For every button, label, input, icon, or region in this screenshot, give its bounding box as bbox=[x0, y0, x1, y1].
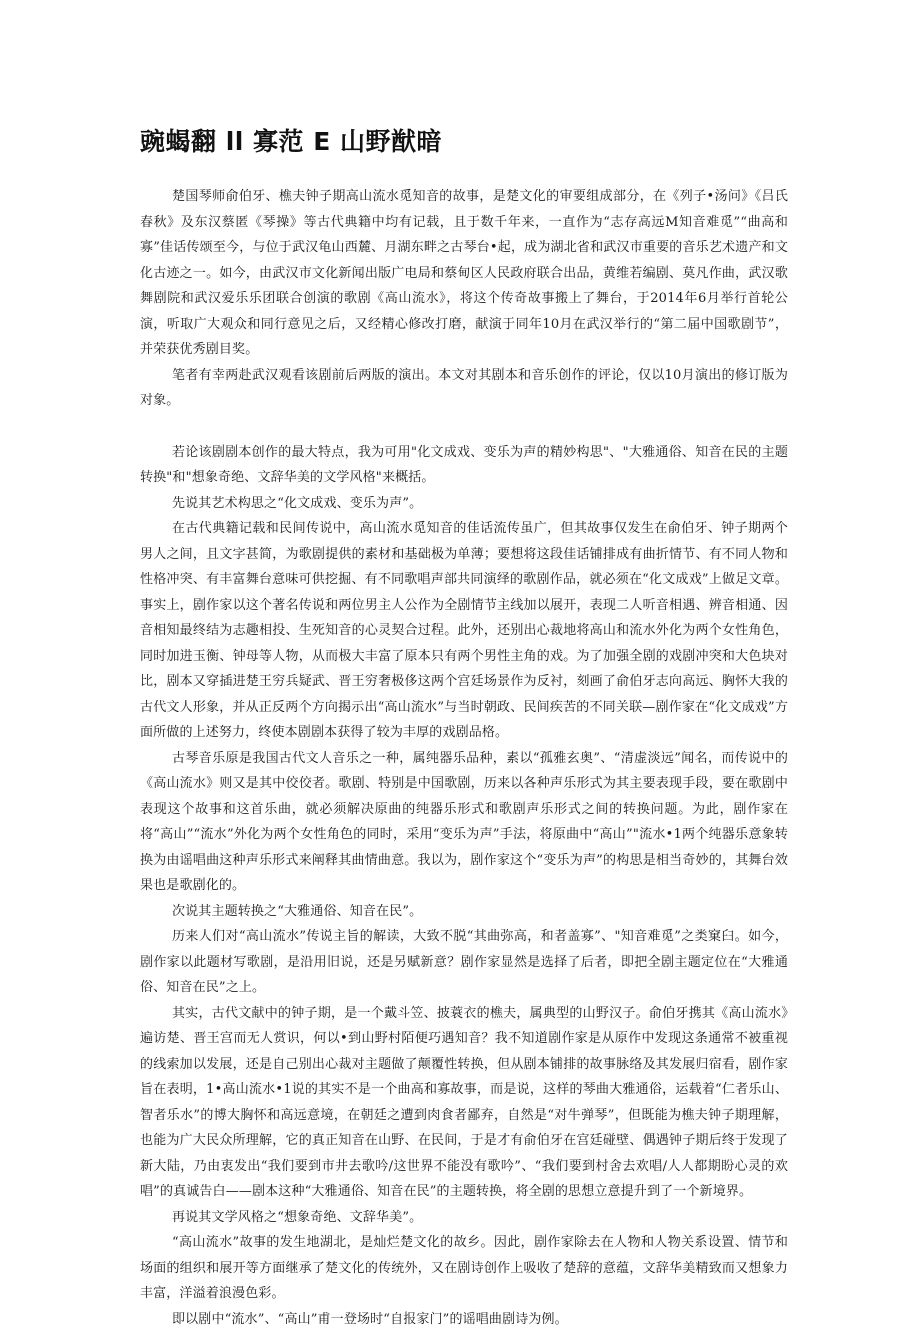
document-page bbox=[140, 122, 788, 1332]
paragraph-intro-2: 笔者有幸两赴武汉观看该剧前后两版的演出。本文对其剧本和音乐创作的评论，仅以10月演出的修订版为对象。 bbox=[140, 363, 788, 414]
paragraph-main-7: 其实，古代文献中的钟子期，是一个戴斗笠、披蓑衣的樵夫，属典型的山野汉子。俞伯牙携其《高山流水》遍访楚、晋王宫而无人赏识，何以•到山野村陌便巧遇知音？我不知道剧作家是从原作中发现这条通常不被重视的线索加以发展，还是自己别出心裁对主题做了颠覆性转换，但从剧本铺排的故事脉络及其发展归宿看，剧作家旨在表明，1•高山流水•1说的其实不是一个曲高和寡故事，而是说，这样的琴曲大雅通俗，运载着“仁者乐山、智者乐水”的博大胸怀和高远意境，在朝廷之遭到肉食者鄙弃，自然是“对牛弹琴”，但既能为樵夫钟子期理解，也能为广大民众所理解，它的真正知音在山野、在民间，于是才有俞伯牙在宫廷碰壁、偶遇钟子期后终于发现了新大陆，乃由衷发出“我们要到市井去歌吟/这世界不能没有歌吟”、“我们要到村舍去欢唱/人人都期盼心灵的欢唱”的真诚告白——剧本这种“大雅通俗、知音在民”的主题转换，将全剧的思想立意提升到了一个新境界。 bbox=[140, 1001, 788, 1205]
paragraph-main-1: 若论该剧剧本创作的最大特点，我为可用"化文成戏、变乐为声的精妙构思"、"大雅通俗、知音在民的主题转换"和"想象奇绝、文辞华美的文学风格"来概括。 bbox=[140, 440, 788, 491]
section-gap bbox=[140, 414, 788, 440]
paragraph-intro-1: 楚国琴师俞伯牙、樵夫钟子期高山流水觅知音的故事，是楚文化的审要组成部分，在《列子•汤问》《吕氏春秋》及东汉蔡匿《琴操》等古代典籍中均有记载，且于数千年来，一直作为“志存高远M知音难觅”“曲高和寡”佳话传颂至今，与位于武汉龟山西麓、月湖东畔之古琴台•起，成为湖北省和武汉市重要的音乐艺术遗产和文化古迹之一。如今，由武汉市文化新闻出版广电局和蔡甸区人民政府联合出品，黄维若编剧、莫凡作曲，武汉歌舞剧院和武汉爱乐乐团联合创演的歌剧《高山流水》，将这个传奇故事搬上了舞台，于2014年6月举行首轮公演，听取广大观众和同行意见之后，又经精心修改打磨，献演于同年10月在武汉举行的“第二届中国歌剧节”，并荣获优秀剧目奖。 bbox=[140, 184, 788, 363]
paragraph-main-9: “高山流水”故事的发生地湖北，是灿烂楚文化的故乡。因此，剧作家除去在人物和人物关系设置、情节和场面的组织和展开等方面继承了楚文化的传统外，又在剧诗创作上吸收了楚辞的意蕴，文辞华美精致而又想象力丰富，洋溢着浪漫色彩。 bbox=[140, 1230, 788, 1307]
paragraph-main-10: 即以剧中“流水”、“高山”甫一登场时“自报家门”的谣唱曲剧诗为例。 bbox=[140, 1307, 788, 1332]
paragraph-main-8: 再说其文学风格之“想象奇绝、文辞华美”。 bbox=[140, 1205, 788, 1231]
document-title: 豌蝎翻 ll 寡范 E 山野猷暗 bbox=[140, 122, 788, 162]
paragraph-main-6: 历来人们对“高山流水”传说主旨的解读，大致不脱“其曲弥高，和者盖寡”、"知音难觅”之类窠臼。如今，剧作家以此题材写歌剧，是沿用旧说，还是另赋新意？剧作家显然是选择了后者，即把全剧主题定位在“大雅通俗、知音在民”之上。 bbox=[140, 924, 788, 1001]
paragraph-main-3: 在古代典籍记载和民间传说中，高山流水觅知音的佳话流传虽广，但其故事仅发生在俞伯牙、钟子期两个男人之间，且文字甚简，为歌剧提供的素材和基础极为单薄；要想将这段佳话铺排成有曲折情节、有不同人物和性格冲突、有丰富舞台意味可供挖掘、有不同歌唱声部共同演绎的歌剧作品，就必须在“化文成戏”上做足文章。事实上，剧作家以这个著名传说和两位男主人公作为全剧情节主线加以展开，表现二人听音相遇、辨音相通、因音相知最终结为志趣相投、生死知音的心灵契合过程。此外，还别出心裁地将高山和流水外化为两个女性角色，同时加进玉衡、钟母等人物，从而极大丰富了原本只有两个男性主角的戏。为了加强全剧的戏剧冲突和大色块对比，剧本又穿插进楚王穷兵疑武、晋王穷奢极侈这两个宫廷场景作为反衬，刻画了俞伯牙志向高远、胸怀大我的古代文人形象，并从正反两个方向揭示出“高山流水”与当时朝政、民间疾苦的不同关联—剧作家在“化文成戏”方面所做的上述努力，终使本剧剧本获得了较为丰厚的戏剧品格。 bbox=[140, 516, 788, 746]
paragraph-main-2: 先说其艺术构思之“化文成戏、变乐为声”。 bbox=[140, 491, 788, 517]
paragraph-main-4: 古琴音乐原是我国古代文人音乐之一种，属纯器乐品种，素以“孤雅玄奥”、“清虚淡远”闻名，而传说中的《高山流水》则又是其中佼佼者。歌剧、特别是中国歌剧，历来以各种声乐形式为其主要表现手段，要在歌剧中表现这个故事和这首乐曲，就必须解决原曲的纯器乐形式和歌剧声乐形式之间的转换问题。为此，剧作家在将“高山”“流水”外化为两个女性角色的同时，采用“变乐为声”手法，将原曲中“高山”"流水•1两个纯器乐意象转换为由谣唱曲这种声乐形式来阐释其曲情曲意。我以为，剧作家这个“变乐为声”的构思是相当奇妙的，其舞台效果也是歌剧化的。 bbox=[140, 746, 788, 899]
paragraph-main-5: 次说其主题转换之“大雅通俗、知音在民”。 bbox=[140, 899, 788, 925]
